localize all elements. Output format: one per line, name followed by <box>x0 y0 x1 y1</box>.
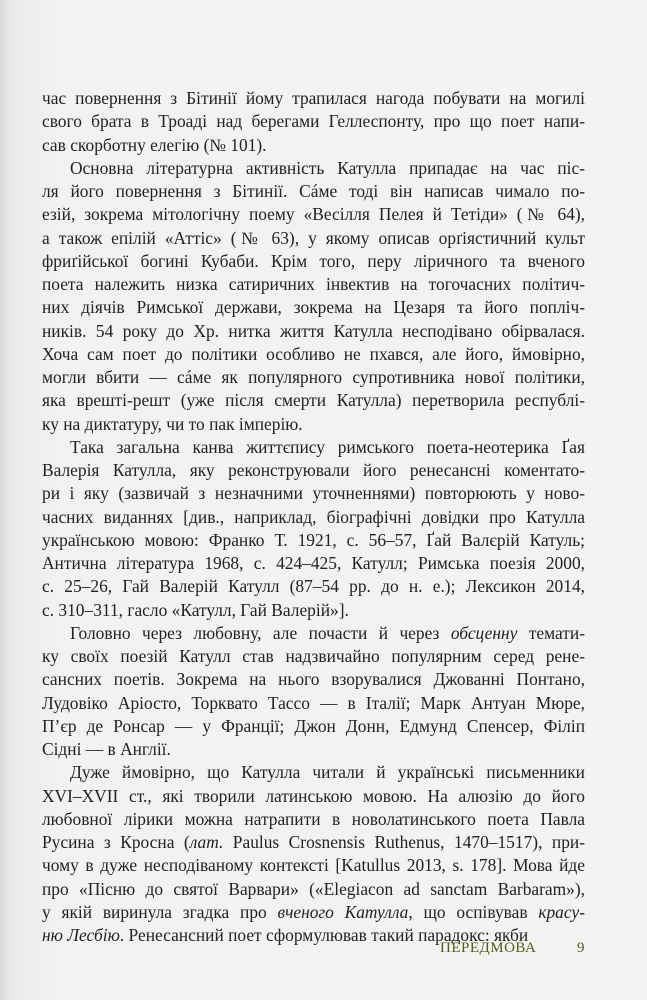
text-line: українською мовою: Франко Т. 1921, с. 56–57, Ґай Валєрій Катуль; <box>42 529 585 550</box>
text-line: фриґійської богині Кубаби. Крім того, перу ліричного та вченого <box>42 250 585 271</box>
text-line: ри і яку (зазвичай з незначними уточненнями) повторюють у ново- <box>42 483 585 504</box>
text-segment: Головно через любовну, але почасти й через <box>70 622 451 643</box>
italic-text: лат. <box>189 832 224 852</box>
text-line: Лудовіко Аріосто, Торквато Тассо — в Італії; Марк Антуан Мюре, <box>42 692 585 713</box>
text-line: Сідні — в Англії. <box>42 739 171 759</box>
text-line: Хоча сам поет до політики особливо не пхався, але його, ймовірно, <box>42 343 585 364</box>
paragraph <box>42 622 585 762</box>
text-line: с. 25–26, Гай Валерій Катулл (87–54 рр. до н. е.); Лексикон 2014, <box>42 576 585 597</box>
italic-text: ню Лесбію <box>42 925 120 945</box>
text-line: ля його повернення з Бітинії. Cáме тоді він написав чимало по- <box>42 181 585 201</box>
text-line: час повернення з Бітинії йому трапилася нагода побувати на могилі <box>42 88 585 108</box>
text-line <box>42 901 585 924</box>
text-segment: Русина з Кросна ( <box>42 832 190 852</box>
text-line: них діячів Римської держави, зокрема на Цезаря та його поплiч- <box>42 297 585 318</box>
paragraph <box>42 761 585 947</box>
text-line: яка врешті-решт (уже після смерти Катулла) перетворила республі- <box>42 390 585 411</box>
text-line: а також епілій «Аттіс» (№ 63), у якому описав орґіястичний культ <box>42 227 585 248</box>
text-segment: у якій виринула згадка про <box>42 901 278 922</box>
text-line: ників. 54 року до Хр. нитка життя Катулла несподівано обірвалася. <box>42 320 585 341</box>
text-segment: Paulus Crosnensis Ruthenus, 1470–1517), при- <box>223 832 585 852</box>
body-text <box>42 87 585 947</box>
text-segment: темати- <box>517 622 585 643</box>
text-line: могли вбити — cáме як популярного супротивника нової політики, <box>42 367 585 387</box>
paragraph <box>42 157 585 436</box>
italic-text: обсценну <box>450 622 518 643</box>
text-line <box>42 622 585 645</box>
text-line: Дуже ймовірно, що Катулла читали й українські письменники <box>70 762 585 783</box>
text-line: Валерія Катулла, яку реконструювали його ренесансні коментато- <box>42 460 585 480</box>
text-line: ку своїх поезій Катулл став надзвичайно популярним серед рене- <box>42 646 585 666</box>
text-line: Антична література 1968, с. 424–425, Катулл; Римська поезія 2000, <box>42 553 585 573</box>
text-line: XVI–XVII ст., які творили латинською мовою. На алюзію до його <box>42 785 585 806</box>
text-segment: . Ренесансний поет сформулював такий парадокс: якби <box>119 925 529 945</box>
text-line: сансних поетів. Зокрема на нього взорувалися Джованні Понтано, <box>42 669 585 690</box>
text-line: П’єр де Ронсар — у Франції; Джон Донн, Едмунд Спенсер, Філіп <box>42 715 585 736</box>
text-line: Основна літературна активність Катулла припадає на час піс- <box>70 157 585 178</box>
paragraph <box>42 436 585 622</box>
running-footer <box>440 940 585 957</box>
text-line <box>42 831 585 854</box>
text-line: сав скорботну елегію (№ 101). <box>42 134 267 155</box>
text-line: любовної лірики можна натрапити в новолатинського поета Павла <box>42 808 585 829</box>
text-line: про «Пісню до святої Варвари» («Elegiacon ad sanctam Barbaram»), <box>42 878 585 899</box>
text-line: с. 310–311, гасло «Катулл, Гай Валерій»]. <box>42 599 349 620</box>
italic-text: вченого Катулла <box>277 901 409 922</box>
text-segment: , що оспівував <box>408 901 539 922</box>
text-line: поета належить низка сатиричних інвектив на тогочасних політич- <box>42 274 585 294</box>
section-title: ПЕРЕДМОВА <box>440 940 537 956</box>
text-line: свого брата в Троаді над берегами Геллеспонту, про що поет напи- <box>42 111 585 132</box>
paragraph <box>42 87 585 157</box>
italic-text: красу- <box>538 901 585 922</box>
text-line: чому в дуже несподіваному контексті [Katullus 2013, s. 178]. Мова йде <box>42 855 585 876</box>
text-line: часних виданнях [див., наприклад, біографічні довідки про Катулла <box>42 506 585 527</box>
text-line: ку на диктатуру, чи то пак імперію. <box>42 413 303 434</box>
text-line: езій, зокрема мітологічну поему «Весілля Пелея й Тетіди» (№ 64), <box>42 204 585 225</box>
page-number: 9 <box>577 940 585 956</box>
text-line: Така загальна канва життєпису римського поета-неотерика Ґая <box>70 436 585 457</box>
